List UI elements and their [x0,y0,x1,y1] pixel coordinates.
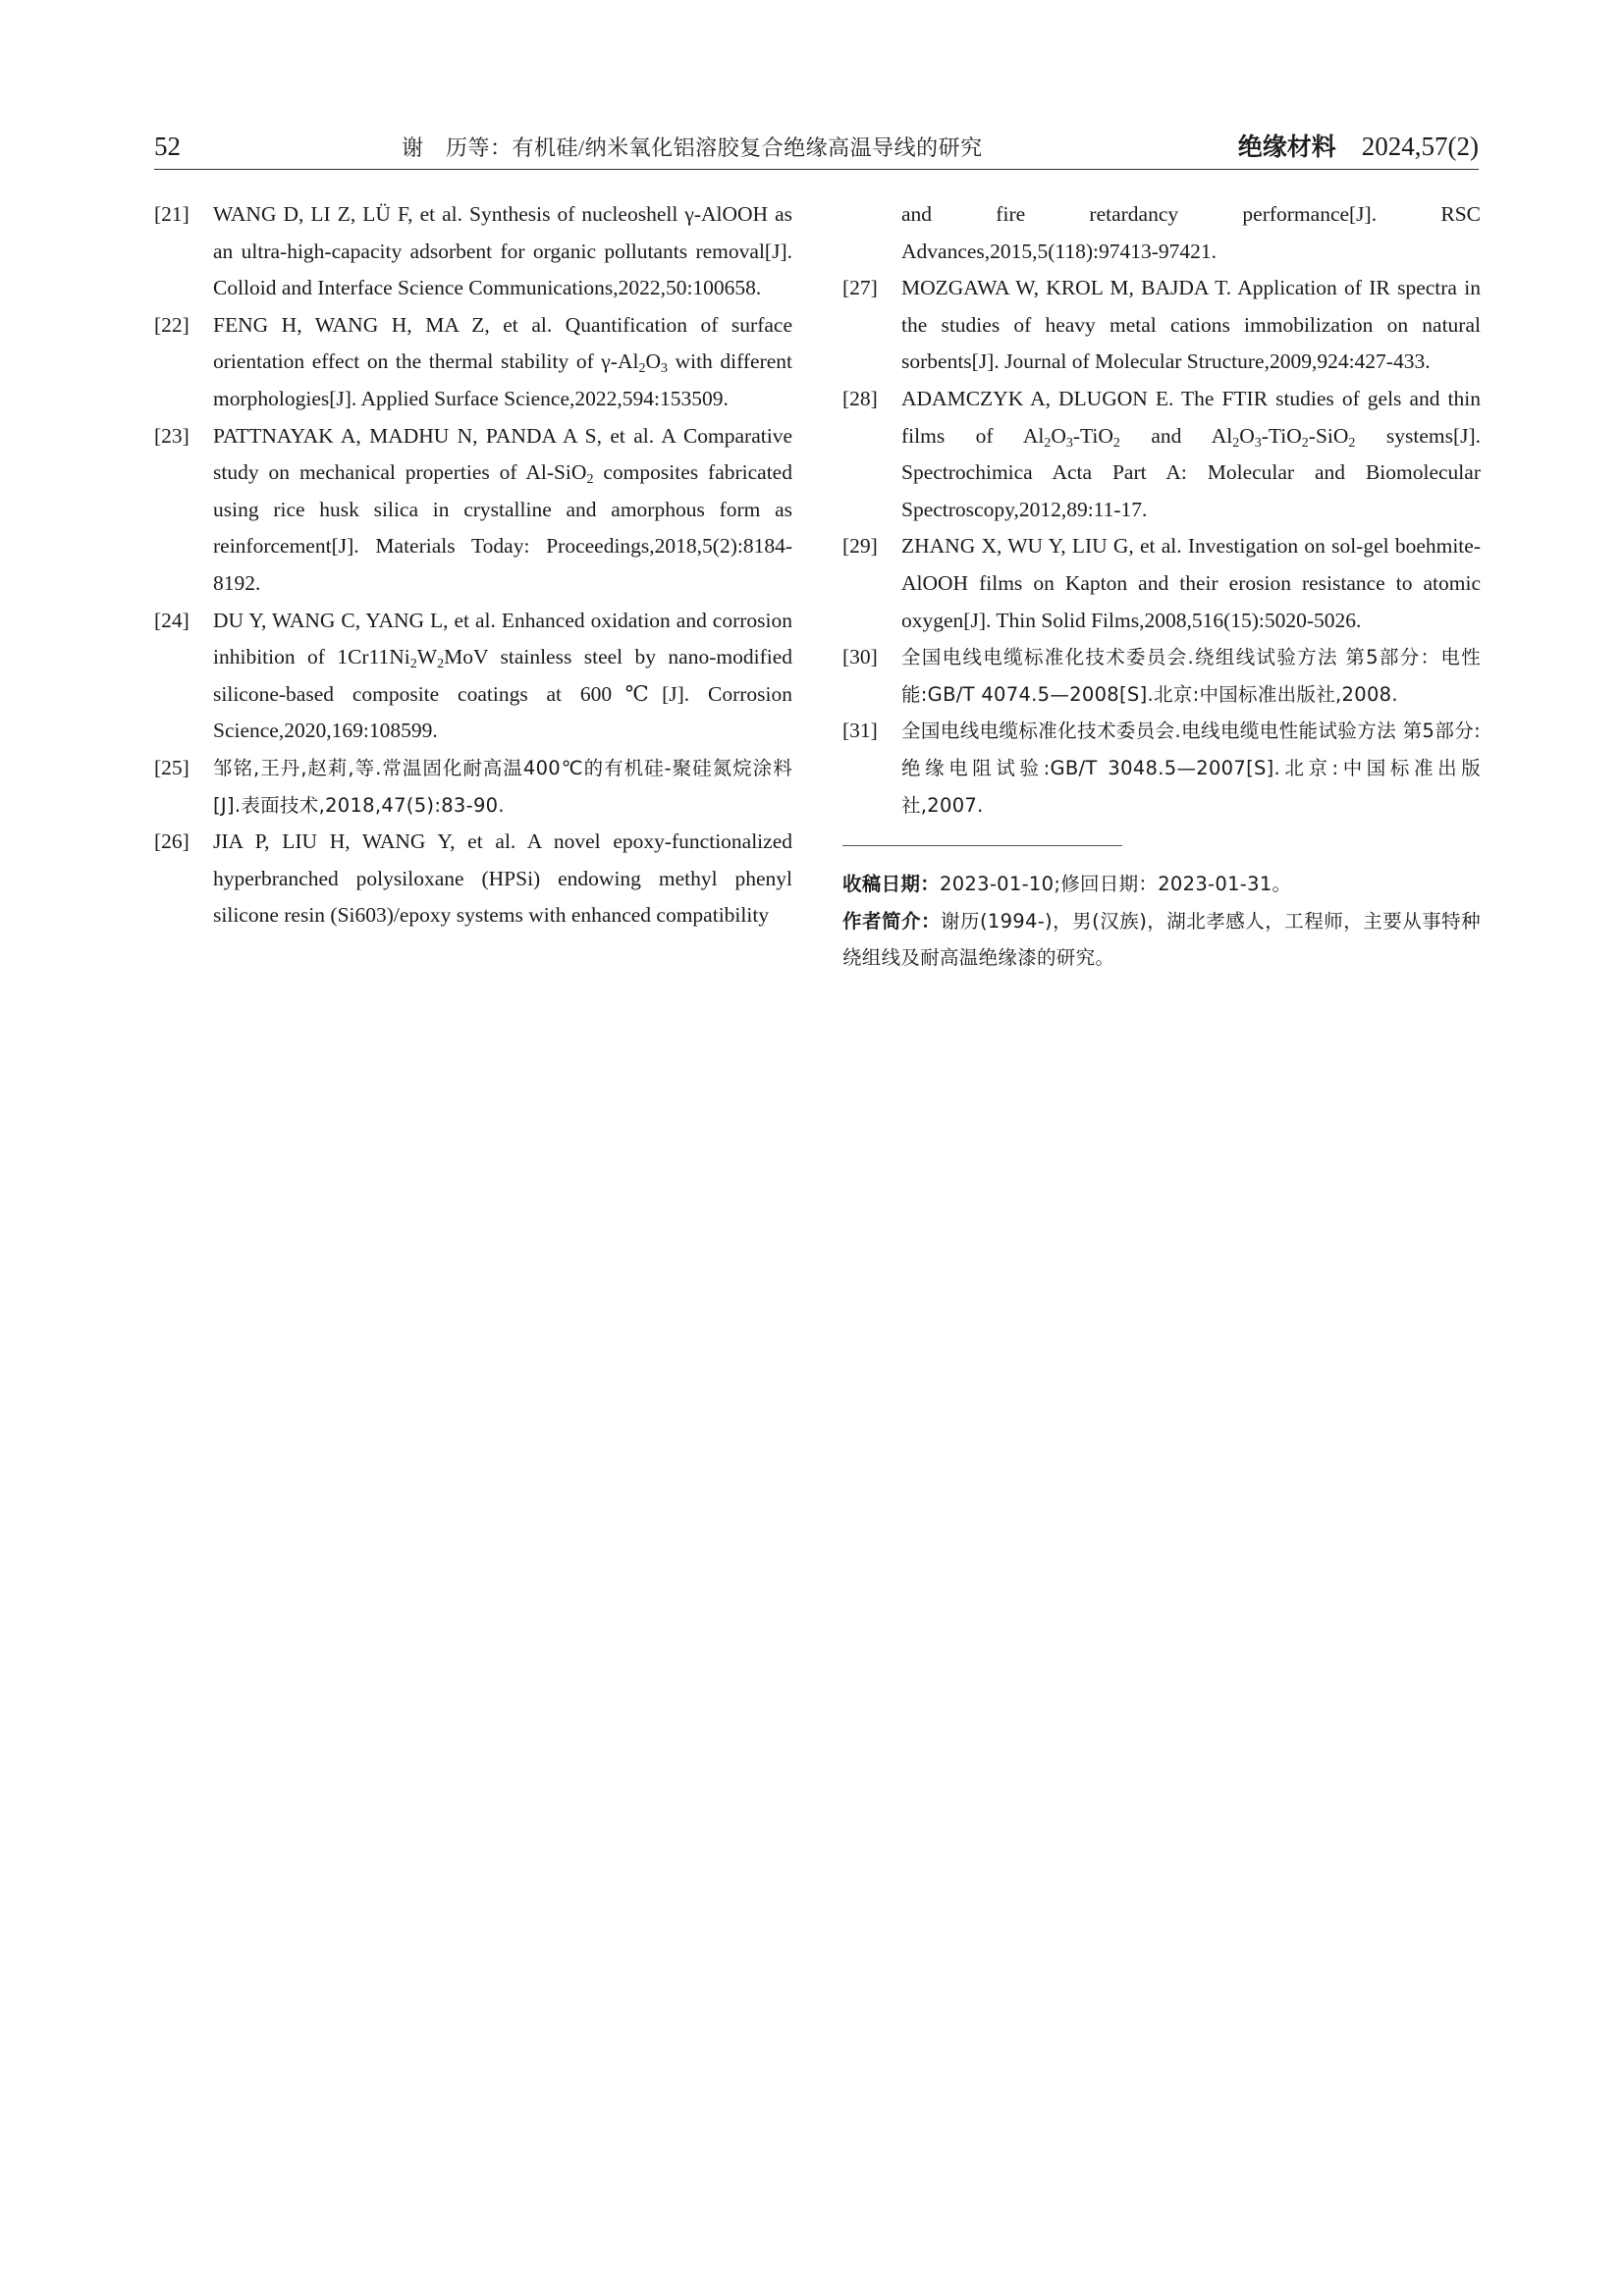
reference-number: [29] [842,534,878,559]
author-bio-text: 谢历(1994-)，男(汉族)，湖北孝感人，工程师，主要从事特种绕组线及耐高温绝缘漆的研究。 [842,909,1481,970]
text-run: DU Y, WANG C, YANG L, et al. Enhanced oxidation and corrosion inhibition of 1Cr11Ni [213,608,792,669]
received-dates-label: 收稿日期： [842,873,941,896]
subscript: 2 [1348,435,1356,451]
reference-26-continued [842,196,1481,270]
reference-text: 全国电线电缆标准化技术委员会.绕组线试验方法 第5部分：电性能:GB/T 4074.5—2008[S].北京:中国标准出版社,2008. [901,646,1481,706]
text-run: and Al [1119,423,1233,448]
reference-number: [23] [154,423,189,448]
page-number: 52 [154,132,181,161]
reference-number: [21] [154,202,189,226]
reference-text [901,381,1481,528]
reference-number: [27] [842,276,878,300]
subscript: 2 [409,657,417,672]
received-dates [842,866,1481,903]
subscript: 2 [1232,435,1240,451]
text-run: O [1051,423,1066,448]
running-title: 谢 历等：有机硅/纳米氧化铝溶胶复合绝缘高温导线的研究 [402,135,983,160]
received-dates-text: 2023-01-10;修回日期：2023-01-31。 [940,873,1292,896]
reference-number: [26] [154,829,189,854]
reference-text [213,418,792,603]
text-run: O [645,349,661,374]
text-run: W [416,645,438,669]
journal-issue: 2024,57(2) [1361,132,1479,161]
subscript: 2 [1044,435,1052,451]
journal-name: 绝缘材料 [1237,133,1336,161]
references-right-column [842,196,1481,977]
text-run: composites fabricated using rice husk silica in crystalline and amorphous form as reinforcement[J]. Materials Today: Proceedings,2018,5(2):8184-8192. [213,460,792,595]
subscript: 3 [1254,435,1262,451]
text-run: O [1239,423,1255,448]
reference-number: [22] [154,312,189,337]
reference-number: [30] [842,645,878,669]
reference-number: [24] [154,608,189,632]
reference-text: WANG D, LI Z, LÜ F, et al. Synthesis of nucleoshell γ-AlOOH as an ultra-high-capacity adsorbent for organic pollutants removal[J]. Colloid and Interface Science Communications,2022,50:100658. [213,202,792,300]
reference-24 [154,603,792,750]
author-bio-label: 作者简介： [842,909,941,933]
reference-text: and fire retardancy performance[J]. RSC Advances,2015,5(118):97413-97421. [901,202,1481,263]
reference-25 [154,750,792,824]
references-left-column [154,196,792,934]
text-run: -TiO [1261,423,1302,448]
reference-text: JIA P, LIU H, WANG Y, et al. A novel epoxy-functionalized hyperbranched polysiloxane (HPSi) endowing methyl phenyl silicone resin (Si603)/epoxy systems with enhanced compatibility [213,829,792,928]
page-header [154,124,1479,171]
subscript: 2 [1112,435,1120,451]
reference-28 [842,381,1481,528]
subscript: 2 [638,361,646,377]
subscript: 3 [661,361,668,377]
reference-text [213,603,792,750]
reference-number: [28] [842,386,878,410]
subscript: 2 [437,657,445,672]
reference-21 [154,196,792,307]
reference-number: [25] [154,755,189,779]
reference-22 [154,307,792,418]
reference-text: ZHANG X, WU Y, LIU G, et al. Investigation on sol-gel boehmite-AlOOH films on Kapton and their erosion resistance to atomic oxygen[J]. Thin Solid Films,2008,516(15):5020-5026. [901,534,1481,632]
reference-text: 邹铭,王丹,赵莉,等.常温固化耐高温400℃的有机硅-聚硅氮烷涂料[J].表面技术,2018,47(5):83-90. [213,756,792,817]
reference-27 [842,270,1481,381]
reference-text: 全国电线电缆标准化技术委员会.电线电缆电性能试验方法 第5部分:绝缘电阻试验:GB/T 3048.5—2007[S].北京:中国标准出版社,2007. [901,720,1481,817]
subscript: 2 [1301,435,1309,451]
footnote-rule [842,845,1122,846]
reference-30 [842,639,1481,713]
journal-info [1238,128,1479,163]
reference-text: MOZGAWA W, KROL M, BAJDA T. Application of IR spectra in the studies of heavy metal cations immobilization on natural sorbents[J]. Journal of Molecular Structure,2009,924:427-433. [901,276,1481,374]
text-run: PATTNAYAK A, MADHU N, PANDA A S, et al. A Comparative study on mechanical properties of Al-SiO [213,423,792,485]
text-run: MoV stainless steel by nano-modified silicone-based composite coatings at 600℃[J]. Corrosion Science,2020,169:108599. [213,645,792,743]
header-rule [154,169,1479,170]
reference-number: [31] [842,719,878,743]
text-run: -TiO [1072,423,1113,448]
text-run: -SiO [1308,423,1349,448]
text-run: FENG H, WANG H, MA Z, et al. Quantification of surface orientation effect on the thermal stability of γ-Al [213,312,792,374]
text-run: systems[J]. Spectrochimica Acta Part A: Molecular and Biomolecular Spectroscopy,2012,89:11-17. [901,423,1482,521]
reference-31 [842,713,1481,824]
reference-text [213,307,792,418]
text-run: with different morphologies[J]. Applied Surface Science,2022,594:153509. [213,349,792,410]
text-run: ADAMCZYK A, DLUGON E. The FTIR studies of gels and thin films of Al [901,386,1481,448]
subscript: 2 [586,472,594,488]
reference-29 [842,528,1481,639]
reference-23 [154,418,792,603]
reference-26 [154,824,792,934]
subscript: 3 [1065,435,1073,451]
author-bio [842,903,1481,977]
